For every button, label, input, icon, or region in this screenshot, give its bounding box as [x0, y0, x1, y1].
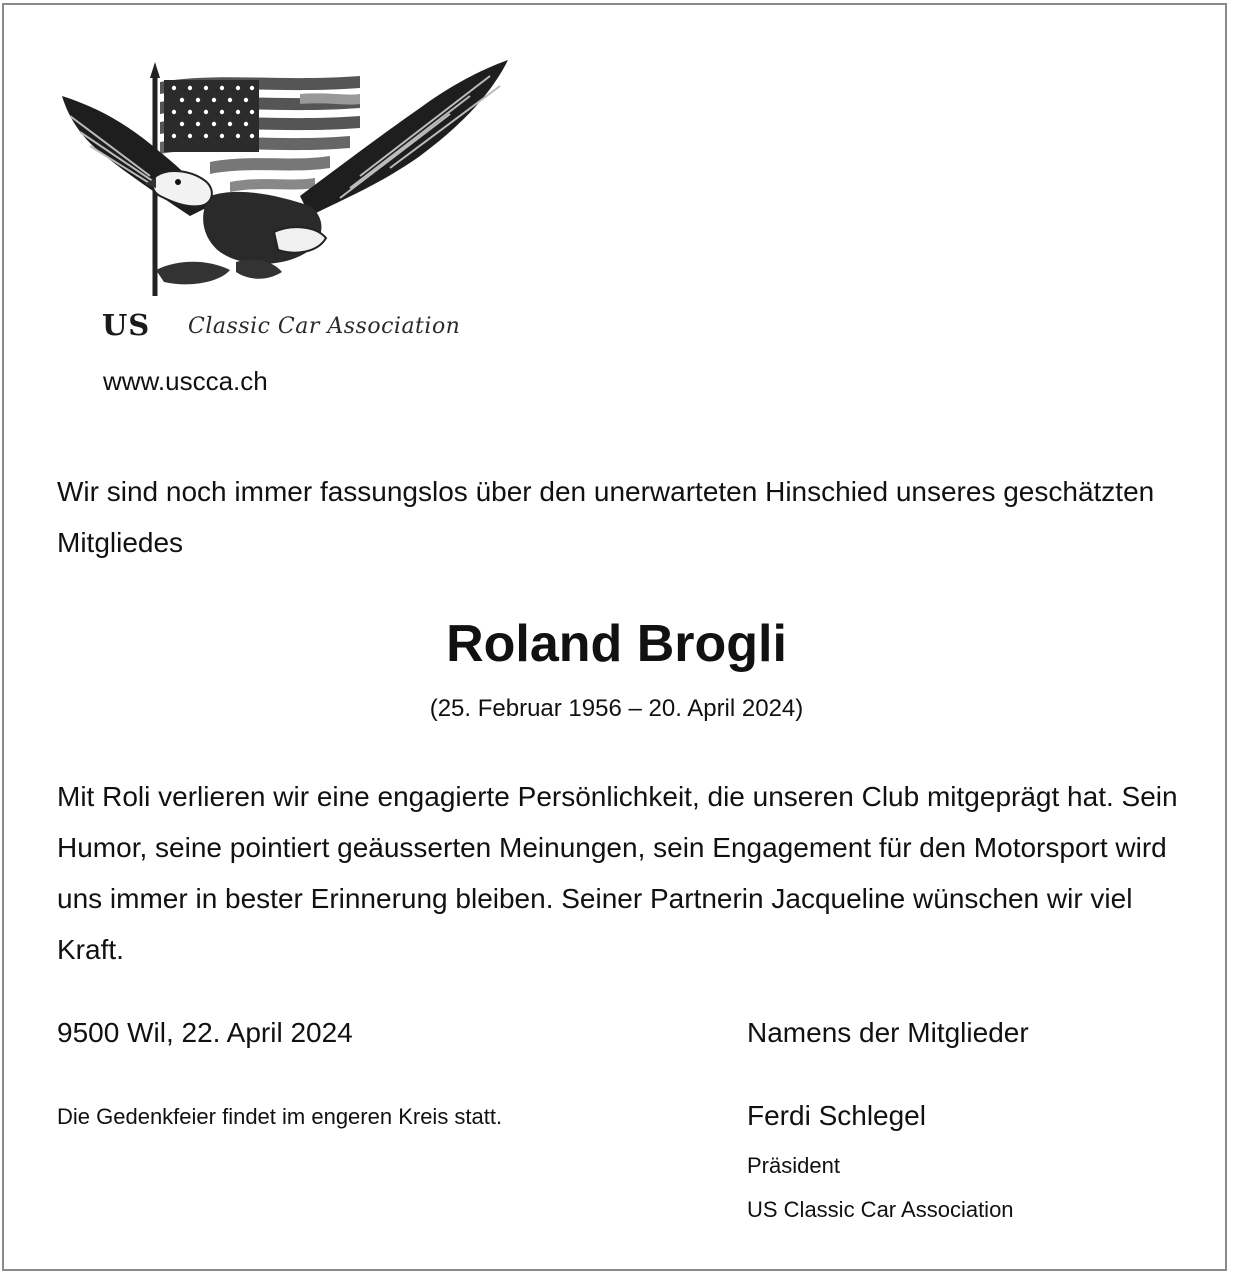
- place-and-date: 9500 Wil, 22. April 2024: [57, 1017, 353, 1048]
- deceased-name: Roland Brogli: [446, 615, 787, 673]
- club-logo: [60, 56, 520, 346]
- eagle-with-american-flag-icon: [60, 56, 520, 306]
- signature-organization: US Classic Car Association: [747, 1197, 1014, 1222]
- tribute-text: Mit Roli verlieren wir eine engagierte Persönlichkeit, die unseren Club mitgeprägt hat. Sein Humor, seine pointiert geäusserten Meinungen, sein Engagement für den Motorsport wird uns immer in bester Erinnerung bleiben. Seiner Partnerin Jacqueline wünschen wir viel Kraft.: [57, 781, 1178, 965]
- intro-text: Wir sind noch immer fassungslos über den unerwarteten Hinschied unseres geschätzten Mitgliedes: [57, 476, 1155, 558]
- signature-on-behalf: Namens der Mitglieder: [747, 1017, 1029, 1048]
- signature-name: Ferdi Schlegel: [747, 1100, 926, 1131]
- logo-association-name: Classic Car Association: [188, 314, 461, 339]
- logo-us-text: US: [102, 308, 151, 342]
- ceremony-note: Die Gedenkfeier findet im engeren Kreis statt.: [57, 1104, 503, 1129]
- website-url: www.uscca.ch: [103, 366, 268, 396]
- signature-role: Präsident: [747, 1153, 840, 1178]
- life-dates: (25. Februar 1956 – 20. April 2024): [429, 695, 804, 722]
